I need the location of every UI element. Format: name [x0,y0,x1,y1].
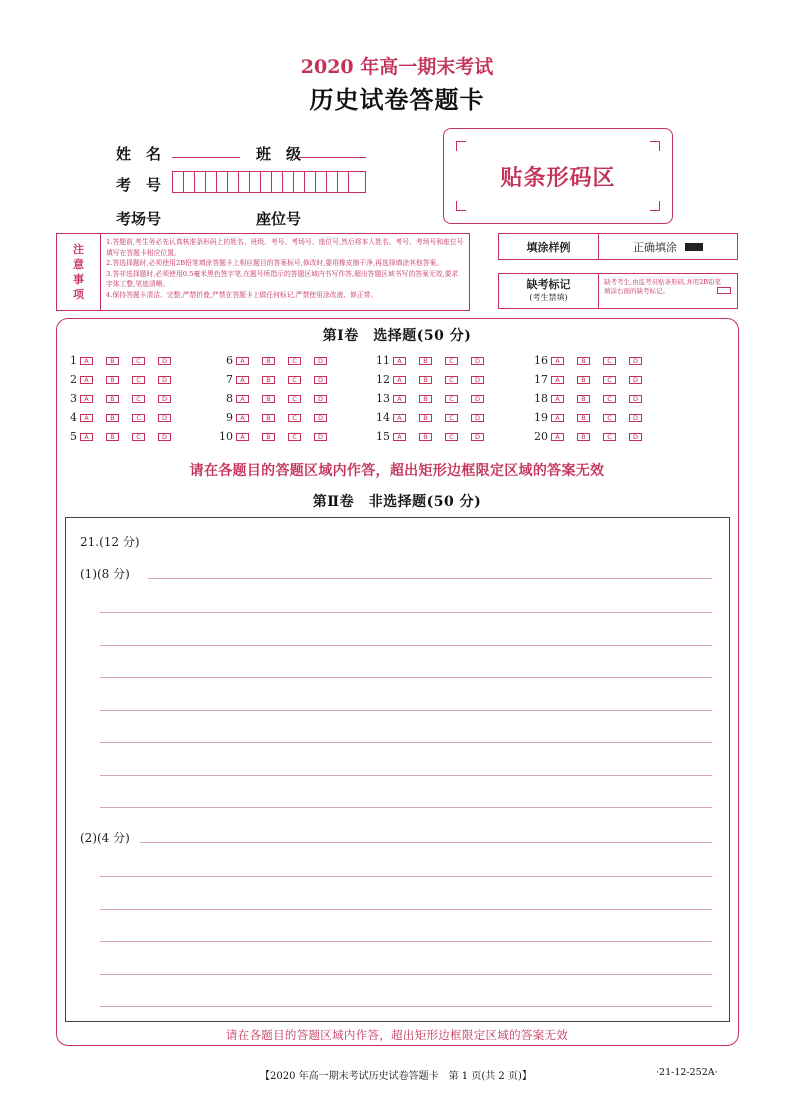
answer-bubble[interactable]: D [629,433,642,441]
corner-mark [456,141,466,151]
answer-bubble[interactable]: A [236,395,249,403]
answer-bubble[interactable]: D [158,414,171,422]
answer-bubble[interactable]: A [393,376,406,384]
question-number: 10 [219,430,233,443]
answer-bubble[interactable]: B [262,433,275,441]
question-number: 14 [376,411,390,424]
answer-bubble[interactable]: D [471,376,484,384]
answer-bubble[interactable]: D [629,414,642,422]
answer-bubble[interactable]: C [445,357,458,365]
answer-bubble[interactable]: B [419,376,432,384]
answer-bubble[interactable]: B [262,376,275,384]
question-number: 18 [534,392,548,405]
question-21-label: 21.(12 分) [80,535,140,549]
exam-number-digit-box[interactable] [305,172,316,192]
answer-bubble[interactable]: D [158,376,171,384]
exam-number-digit-box[interactable] [195,172,206,192]
question-21-2-label: (2)(4 分) [80,831,130,845]
question-row [373,354,497,367]
answer-bubble[interactable]: A [551,433,564,441]
absent-mark-box [498,273,738,309]
answer-bubble[interactable]: A [80,357,93,365]
writing-line[interactable] [148,578,712,579]
fill-example-label: 填涂样例 [499,234,599,259]
answer-bubble[interactable]: C [132,414,145,422]
answer-bubble[interactable]: B [419,433,432,441]
card-title: 历史试卷答题卡 [309,85,485,114]
exam-number-digit-box[interactable] [349,172,360,192]
question-row [60,430,184,443]
fill-example-box [498,233,738,260]
answer-bubble[interactable]: C [132,395,145,403]
answer-bubble[interactable]: B [262,414,275,422]
question-number: 3 [70,392,77,405]
question-number: 20 [534,430,548,443]
question-number: 8 [226,392,233,405]
name-label: 姓 名 [116,145,162,163]
question-number: 12 [376,373,390,386]
answer-bubble[interactable]: A [80,414,93,422]
answer-bubble[interactable]: C [445,414,458,422]
answer-bubble[interactable]: B [419,357,432,365]
answer-bubble[interactable]: A [80,433,93,441]
exam-number-label: 考 号 [116,176,162,194]
corner-mark [650,201,660,211]
question-row [531,354,655,367]
name-field[interactable] [172,144,240,158]
answer-bubble[interactable]: D [629,357,642,365]
answer-bubble[interactable]: A [236,376,249,384]
exam-number-digit-box[interactable] [217,172,228,192]
question-row [373,392,497,405]
question-row [60,411,184,424]
question-number: 17 [534,373,548,386]
notice-heading [57,234,101,310]
answer-bubble[interactable]: A [393,414,406,422]
exam-number-digit-box[interactable] [327,172,338,192]
exam-room-label: 考场号 [116,210,162,228]
question-number: 5 [70,430,77,443]
exam-number-digit-box[interactable] [184,172,195,192]
answer-bubble[interactable]: D [314,433,327,441]
answer-bubble[interactable]: B [106,414,119,422]
writing-line[interactable] [100,807,712,808]
writing-line[interactable] [100,645,712,646]
answer-bubble[interactable]: C [132,433,145,441]
answer-bubble[interactable]: D [471,433,484,441]
question-row [216,373,340,386]
answer-bubble[interactable]: D [158,395,171,403]
question-row [531,430,655,443]
answer-bubble[interactable]: A [236,414,249,422]
answer-bubble[interactable]: D [471,395,484,403]
barcode-area [443,128,673,224]
answer-bubble[interactable]: C [288,395,301,403]
answer-bubble[interactable]: A [80,376,93,384]
answer-bubble[interactable]: C [603,414,616,422]
notice-item: 3.答非选择题时,必须使用0.5毫米黑色签字笔,在题号所指示的答题区域内书写作答,超出答题区域书写的答案无效,要求字体工整,笔迹清晰。 [106,269,459,288]
answer-bubble[interactable]: B [577,433,590,441]
answer-bubble[interactable]: B [577,395,590,403]
answer-bubble[interactable]: D [314,414,327,422]
section1-warning: 请在各题目的答题区域内作答，超出矩形边框限定区域的答案无效 [189,463,605,479]
answer-bubble[interactable]: B [419,395,432,403]
question-row [531,373,655,386]
writing-line[interactable] [100,710,712,711]
filled-swatch-icon [685,243,703,251]
writing-line[interactable] [140,842,712,843]
notice-item: 1.答题前,考生务必先认真核准条形码上的姓名、班级、考号、考场号、座位号,然后将本人姓名、考号、考场号和座位号填写在答题卡相应位置。 [106,238,464,257]
writing-line[interactable] [100,742,712,743]
answer-bubble[interactable]: C [132,376,145,384]
question-row [531,411,655,424]
written-answer-box[interactable] [65,517,730,1022]
answer-bubble[interactable]: D [471,357,484,365]
exam-number-digit-box[interactable] [239,172,250,192]
answer-bubble[interactable]: C [445,376,458,384]
answer-bubble[interactable]: D [471,414,484,422]
answer-bubble[interactable]: B [106,357,119,365]
answer-bubble[interactable]: B [577,357,590,365]
exam-number-digit-box[interactable] [206,172,217,192]
question-number: 16 [534,354,548,367]
writing-line[interactable] [100,775,712,776]
answer-bubble[interactable]: B [106,433,119,441]
answer-bubble[interactable]: B [419,414,432,422]
question-number: 13 [376,392,390,405]
section2-title: 第Ⅱ卷 非选择题(50 分) [312,494,482,510]
writing-line[interactable] [100,941,712,942]
exam-number-digit-box[interactable] [294,172,305,192]
question-number: 19 [534,411,548,424]
writing-line[interactable] [100,876,712,877]
question-number: 7 [226,373,233,386]
answer-bubble[interactable]: A [393,357,406,365]
absent-sublabel: (考生禁填) [529,293,568,302]
corner-mark [650,141,660,151]
answer-bubble[interactable]: B [262,395,275,403]
answer-bubble[interactable]: D [314,376,327,384]
answer-bubble[interactable]: D [158,357,171,365]
notice-heading-char: 事 [73,273,84,286]
notice-item: 2.答选择题时,必须使用2B铅笔填涂答题卡上相应题目的答案标号,修改时,要用橡皮擦干净,再选择填涂其他答案。 [106,259,444,267]
question-number: 4 [70,411,77,424]
exam-room-field[interactable] [172,209,240,223]
exam-number-digit-box[interactable] [228,172,239,192]
question-row [373,411,497,424]
answer-bubble[interactable]: B [577,376,590,384]
answer-bubble[interactable]: C [603,376,616,384]
fill-example-content [599,234,737,259]
answer-bubble[interactable]: B [577,414,590,422]
answer-bubble[interactable]: D [314,395,327,403]
exam-number-digit-box[interactable] [250,172,261,192]
answer-bubble[interactable]: C [445,395,458,403]
writing-line[interactable] [100,612,712,613]
answer-bubble[interactable]: C [603,433,616,441]
question-number: 9 [226,411,233,424]
question-row [531,392,655,405]
answer-bubble[interactable]: A [236,433,249,441]
answer-bubble[interactable]: D [629,395,642,403]
writing-line[interactable] [100,974,712,975]
writing-line[interactable] [100,909,712,910]
exam-number-digit-box[interactable] [272,172,283,192]
absent-note: 缺考考生,由监考员贴条形码,并用2B铅笔填涂右面的缺考标记。 [604,278,722,295]
answer-bubble[interactable]: C [288,376,301,384]
question-number: 11 [376,354,390,367]
question-row [60,354,184,367]
question-row [216,354,340,367]
writing-line[interactable] [100,677,712,678]
question-21-1-label: (1)(8 分) [80,567,130,581]
answer-bubble[interactable]: C [603,395,616,403]
corner-mark [456,201,466,211]
class-field[interactable] [298,144,366,158]
exam-number-digit-box[interactable] [173,172,184,192]
notice-heading-char: 项 [73,288,84,301]
answer-bubble[interactable]: C [132,357,145,365]
paper-code: ·21-12-252A· [656,1067,718,1078]
answer-bubble[interactable]: A [551,376,564,384]
exam-title: 2020 年高一期末考试 [300,56,494,78]
bottom-warning: 请在各题目的答题区域内作答，超出矩形边框限定区域的答案无效 [225,1028,569,1042]
notice-heading-char: 意 [73,258,84,271]
exam-number-boxes[interactable] [172,171,366,193]
answer-bubble[interactable]: C [288,433,301,441]
absent-checkbox[interactable] [717,287,731,294]
absent-note-cell [599,274,737,308]
answer-bubble[interactable]: A [551,414,564,422]
answer-bubble[interactable]: A [551,357,564,365]
absent-label-cell [499,274,599,308]
answer-bubble[interactable]: A [393,395,406,403]
answer-bubble[interactable]: D [314,357,327,365]
question-row [216,411,340,424]
answer-bubble[interactable]: C [445,433,458,441]
answer-bubble[interactable]: A [236,357,249,365]
notice-body [101,234,469,310]
answer-bubble[interactable]: D [158,433,171,441]
exam-number-digit-box[interactable] [261,172,272,192]
question-row [60,373,184,386]
class-label: 班 级 [256,145,302,163]
answer-bubble[interactable]: C [603,357,616,365]
notice-box [56,233,470,311]
answer-bubble[interactable]: C [288,414,301,422]
question-number: 1 [70,354,77,367]
notice-item: 4.保持答题卡清洁、完整,严禁折叠,严禁在答题卡上做任何标记,严禁使用涂改液、修正带。 [106,290,378,299]
question-row [216,430,340,443]
answer-bubble[interactable]: A [393,433,406,441]
writing-line[interactable] [100,1006,712,1007]
seat-label: 座位号 [256,210,302,228]
question-row [60,392,184,405]
absent-label: 缺考标记 [526,278,571,291]
question-row [373,430,497,443]
exam-number-digit-box[interactable] [338,172,349,192]
question-row [216,392,340,405]
question-number: 6 [226,354,233,367]
exam-number-digit-box[interactable] [316,172,327,192]
section1-title: 第Ⅰ卷 选择题(50 分) [322,328,472,344]
answer-bubble[interactable]: B [106,376,119,384]
answer-bubble[interactable]: B [106,395,119,403]
answer-bubble[interactable]: C [288,357,301,365]
correct-fill-label: 正确填涂 [633,240,677,254]
answer-bubble[interactable]: A [551,395,564,403]
exam-number-digit-box[interactable] [283,172,294,192]
question-number: 15 [376,430,390,443]
barcode-label: 贴条形码区 [500,165,616,191]
answer-bubble[interactable]: B [262,357,275,365]
answer-bubble[interactable]: A [80,395,93,403]
page-footer: 【2020 年高一期末考试历史试卷答题卡 第 1 页(共 2 页)】 [260,1071,532,1082]
question-row [373,373,497,386]
question-number: 2 [70,373,77,386]
seat-field[interactable] [300,209,366,223]
notice-heading-char: 注 [73,243,84,256]
answer-bubble[interactable]: D [629,376,642,384]
